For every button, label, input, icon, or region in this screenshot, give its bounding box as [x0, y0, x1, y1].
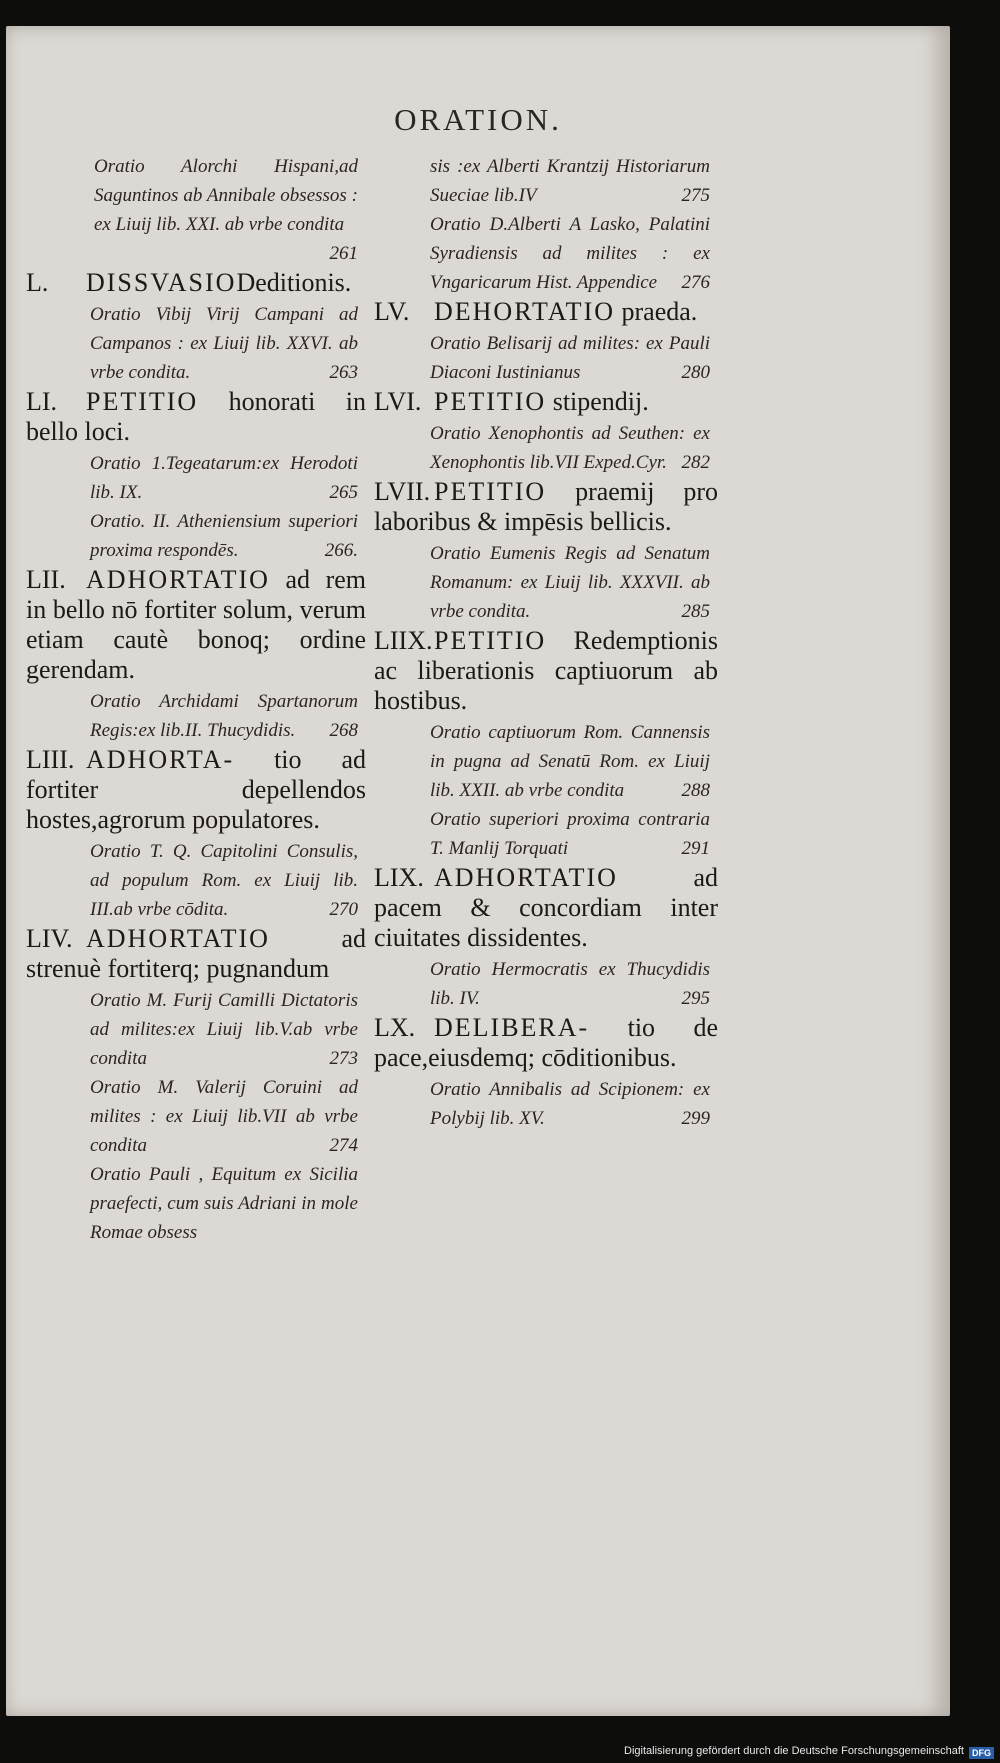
oratio-entry: Oratio T. Q. Capitolini Consulis, ad populum Rom. ex Liuij lib. III.ab vrbe cōdita. 270 [90, 837, 362, 924]
page-number: 274 [329, 1135, 358, 1156]
page-number: 261 [329, 243, 358, 264]
oratio-entry: Oratio 1.Tegeatarum:ex Herodoti lib. IX. 265 [90, 449, 362, 507]
entry-block [374, 863, 718, 1013]
section-heading: LX. DELIBERA- tio de pace,eiusdemq; cōditionibus. [374, 1013, 718, 1072]
entry-block [26, 387, 366, 565]
entry-block [374, 626, 718, 863]
oratio-entry: Oratio D.Alberti A Lasko, Palatini Syradiensis ad milites : ex Vngaricarum Hist. Appendice 276 [430, 210, 714, 297]
entry-block [26, 924, 366, 1247]
entry-block [26, 268, 366, 387]
page-number: 266. [324, 540, 358, 561]
page-number: 291 [681, 838, 710, 859]
section-heading: LIV. ADHORTATIO ad strenuè fortiterq; pugnandum [26, 924, 366, 983]
section-heading: L. DISSVASIODeditionis. [26, 268, 352, 297]
oratio-entry: Oratio Xenophontis ad Seuthen: ex Xenophontis lib.VII Exped.Cyr. 282 [430, 419, 714, 477]
page-number: 299 [681, 1108, 710, 1129]
page-header: ORATION. [394, 102, 562, 137]
oratio-entry: Oratio Pauli , Equitum ex Sicilia praefecti, cum suis Adriani in mole Romae obsess [90, 1164, 358, 1243]
entry-block [374, 477, 718, 626]
oratio-entry: Oratio Alorchi Hispani,ad Saguntinos ab Annibale obsessos : ex Liuij lib. XXI. ab vrbe condita 261 [94, 152, 362, 268]
entry-block [26, 745, 366, 924]
page-number: 285 [681, 601, 710, 622]
oratio-entry: Oratio superiori proxima contraria T. Manlij Torquati 291 [430, 805, 714, 863]
oratio-entry: Oratio. II. Atheniensium superiori proxima respondēs. 266. [90, 507, 362, 565]
entry-block [374, 387, 718, 477]
entry-block [374, 1013, 718, 1133]
section-heading: LIII. ADHORTA- tio ad fortiter depellendos hostes,agrorum populatores. [26, 745, 366, 834]
page-number: 273 [329, 1048, 358, 1069]
oratio-entry: Oratio captiuorum Rom. Cannensis in pugna ad Senatū Rom. ex Liuij lib. XXII. ab vrbe condita 288 [430, 718, 714, 805]
oratio-entry: Oratio Archidami Spartanorum Regis:ex lib.II. Thucydidis. 268 [90, 687, 362, 745]
page-number: 288 [681, 780, 710, 801]
book-page [6, 26, 950, 1716]
oratio-entry: Oratio Hermocratis ex Thucydidis lib. IV. 295 [430, 955, 714, 1013]
dfg-logo: DFG [969, 1747, 994, 1759]
section-heading: LII. ADHORTATIO ad rem in bello nō fortiter solum, verum etiam cautè bonoq; ordine gerendam. [26, 565, 366, 684]
entry-block [26, 152, 366, 268]
page-number: 265 [329, 482, 358, 503]
section-heading: LIIX.PETITIO Redemptionis ac liberationis captiuorum ab hostibus. [374, 626, 718, 715]
page-number: 268 [329, 720, 358, 741]
section-heading: LVII. PETITIO praemij pro laboribus & impēsis bellicis. [374, 477, 718, 536]
page-number: 280 [681, 362, 710, 383]
section-heading: LIX. ADHORTATIO ad pacem & concordiam inter ciuitates dissidentes. [374, 863, 718, 952]
oratio-entry: sis :ex Alberti Krantzij Historiarum Sueciae lib.IV 275 [430, 152, 714, 210]
oratio-entry: Oratio Belisarij ad milites: ex Pauli Diaconi Iustinianus 280 [430, 329, 714, 387]
oratio-entry: Oratio M. Furij Camilli Dictatoris ad milites:ex Liuij lib.V.ab vrbe condita 273 [90, 986, 362, 1073]
page-number: 276 [681, 272, 710, 293]
left-column [26, 152, 366, 1247]
digitization-footer: Digitalisierung gefördert durch die Deutsche Forschungsgemeinschaft [0, 1741, 1000, 1763]
right-column [374, 152, 718, 1133]
page-number: 295 [681, 988, 710, 1009]
page-number: 275 [681, 185, 710, 206]
section-heading: LV. DEHORTATIO praeda. [374, 297, 698, 326]
page-number: 270 [329, 899, 358, 920]
entry-block [26, 565, 366, 745]
oratio-entry: Oratio Vibij Virij Campani ad Campanos : ex Liuij lib. XXVI. ab vrbe condita. 263 [90, 300, 362, 387]
page-number: 263 [329, 362, 358, 383]
entry-block [374, 152, 718, 297]
oratio-entry: Oratio Annibalis ad Scipionem: ex Polybij lib. XV. 299 [430, 1075, 714, 1133]
section-heading: LI. PETITIO honorati in bello loci. [26, 387, 367, 446]
section-heading: LVI. PETITIO stipendij. [374, 387, 649, 416]
oratio-entry: Oratio M. Valerij Coruini ad milites : ex Liuij lib.VII ab vrbe condita 274 [90, 1073, 362, 1160]
oratio-entry: Oratio Eumenis Regis ad Senatum Romanum: ex Liuij lib. XXXVII. ab vrbe condita. 285 [430, 539, 714, 626]
page-number: 282 [681, 452, 710, 473]
entry-block [374, 297, 718, 387]
